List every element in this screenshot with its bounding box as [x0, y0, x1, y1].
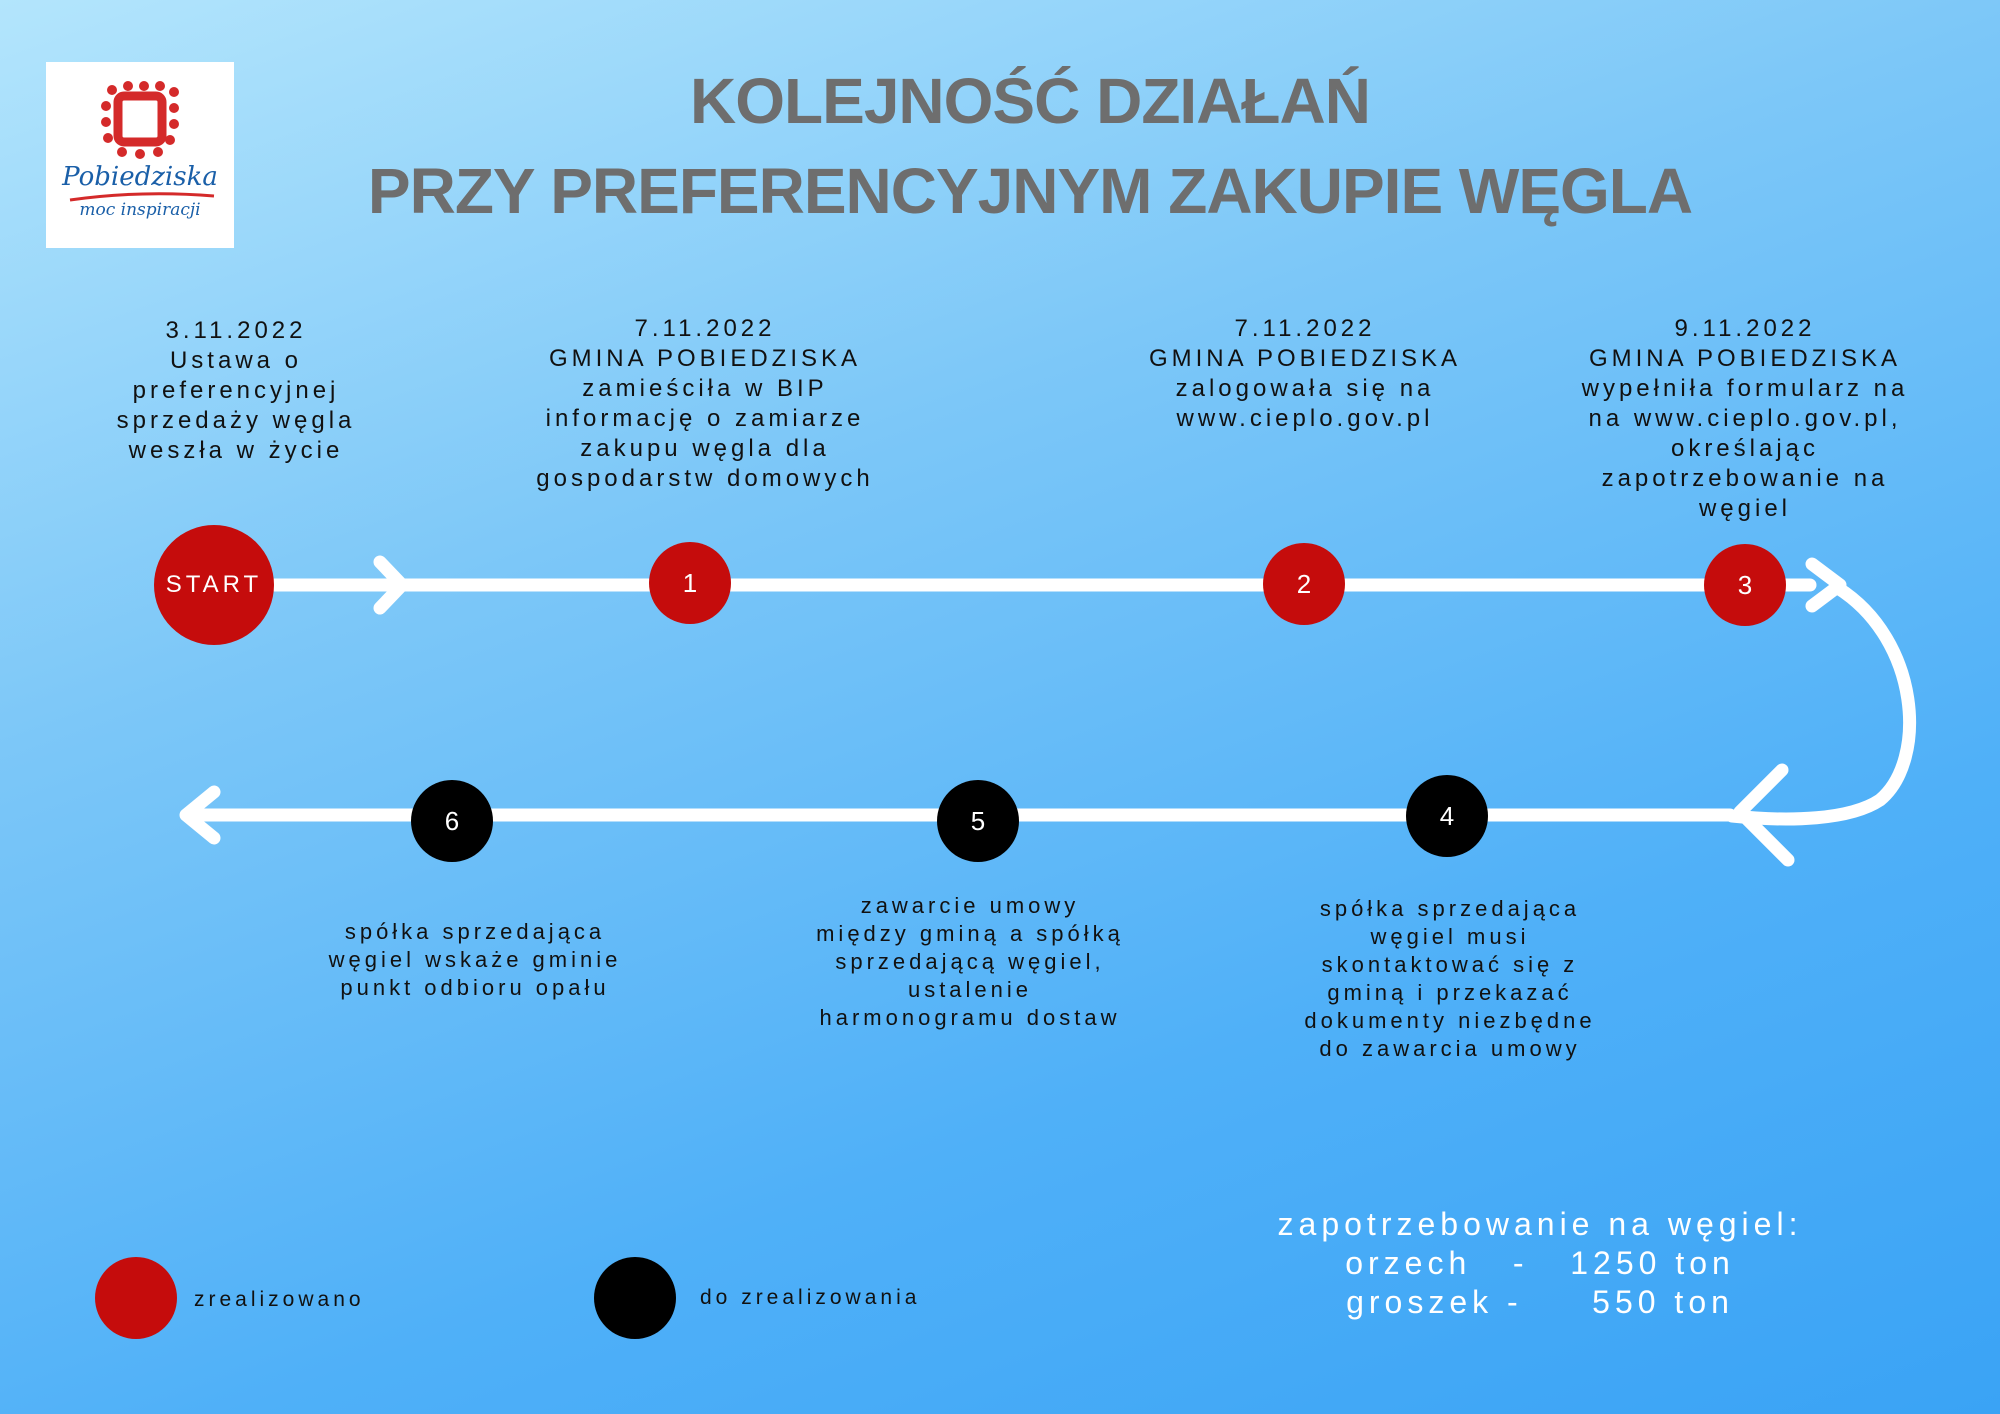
step-5-line: sprzedającą węgiel,	[835, 949, 1105, 974]
step-3-line: na www.cieplo.gov.pl,	[1588, 405, 1902, 432]
node-3: 3	[1704, 544, 1786, 626]
step-1-line: zamieściła w BIP	[582, 375, 828, 402]
node-4: 4	[1406, 775, 1488, 857]
step-4-line: dokumenty niezbędne	[1304, 1008, 1596, 1033]
step-5-line: ustalenie	[907, 977, 1033, 1002]
legend-done-dot	[95, 1257, 177, 1339]
node-6: 6	[411, 780, 493, 862]
coal-demand-summary	[1180, 1205, 1900, 1322]
step-1-text	[485, 314, 925, 494]
step-2-line: www.cieplo.gov.pl	[1176, 405, 1434, 432]
step-3-line: węgiel	[1698, 495, 1792, 522]
step-3-date: 9.11.2022	[1674, 315, 1816, 342]
step-3-org: GMINA POBIEDZISKA	[1588, 345, 1902, 372]
step-1-org: GMINA POBIEDZISKA	[548, 345, 862, 372]
step-start-line: Ustawa o	[169, 347, 303, 374]
logo-name: Pobiedziska	[62, 162, 218, 192]
step-2-date: 7.11.2022	[1234, 315, 1376, 342]
step-start-line: weszła w życie	[128, 437, 344, 464]
step-4-line: skontaktować się z	[1321, 952, 1579, 977]
step-start-date: 3.11.2022	[165, 317, 307, 344]
step-5-line: zawarcie umowy	[860, 893, 1080, 918]
legend-todo-dot	[594, 1257, 676, 1339]
step-6-line: punkt odbioru opału	[340, 975, 610, 1000]
step-3-line: określając	[1670, 435, 1820, 462]
logo-tagline: moc inspiracji	[79, 200, 201, 220]
legend-todo-label: do zrealizowania	[700, 1286, 921, 1309]
step-3-line: zapotrzebowanie na	[1601, 465, 1889, 492]
step-2-text	[1110, 314, 1500, 434]
page-title-line-2: PRZY PREFERENCYJNYM ZAKUPIE WĘGLA	[367, 155, 1693, 227]
step-4-line: węgiel musi	[1370, 924, 1530, 949]
step-start-line: preferencyjnej	[132, 377, 340, 404]
step-1-line: zakupu węgla dla	[580, 435, 830, 462]
step-4-text	[1270, 895, 1630, 1063]
node-1: 1	[649, 542, 731, 624]
step-start-text	[76, 316, 396, 466]
step-4-line: do zawarcia umowy	[1319, 1036, 1581, 1061]
legend-done-label: zrealizowano	[194, 1288, 365, 1311]
summary-heading: zapotrzebowanie na węgiel:	[1277, 1206, 1803, 1242]
step-5-line: harmonogramu dostaw	[819, 1005, 1121, 1030]
node-5: 5	[937, 780, 1019, 862]
step-4-line: gminą i przekazać	[1327, 980, 1573, 1005]
step-6-line: węgiel wskaże gminie	[328, 947, 622, 972]
node-start: START	[154, 525, 274, 645]
step-3-text	[1545, 314, 1945, 524]
step-4-line: spółka sprzedająca	[1319, 896, 1581, 921]
step-start-line: sprzedaży węgla	[116, 407, 356, 434]
step-6-text	[290, 918, 660, 1002]
node-2: 2	[1263, 543, 1345, 625]
summary-row-orzech: orzech - 1250 ton	[1345, 1245, 1735, 1281]
step-5-text	[780, 892, 1160, 1032]
step-3-line: wypełniła formularz na	[1581, 375, 1909, 402]
step-5-line: między gminą a spółką	[816, 921, 1124, 946]
step-1-line: informację o zamiarze	[545, 405, 865, 432]
step-2-line: zalogowała się na	[1175, 375, 1435, 402]
step-1-line: gospodarstw domowych	[536, 465, 874, 492]
summary-row-groszek: groszek - 550 ton	[1346, 1284, 1734, 1320]
page-title-line-1: KOLEJNOŚĆ DZIAŁAŃ	[690, 65, 1370, 137]
step-6-line: spółka sprzedająca	[344, 919, 606, 944]
step-1-date: 7.11.2022	[634, 315, 776, 342]
step-2-org: GMINA POBIEDZISKA	[1148, 345, 1462, 372]
